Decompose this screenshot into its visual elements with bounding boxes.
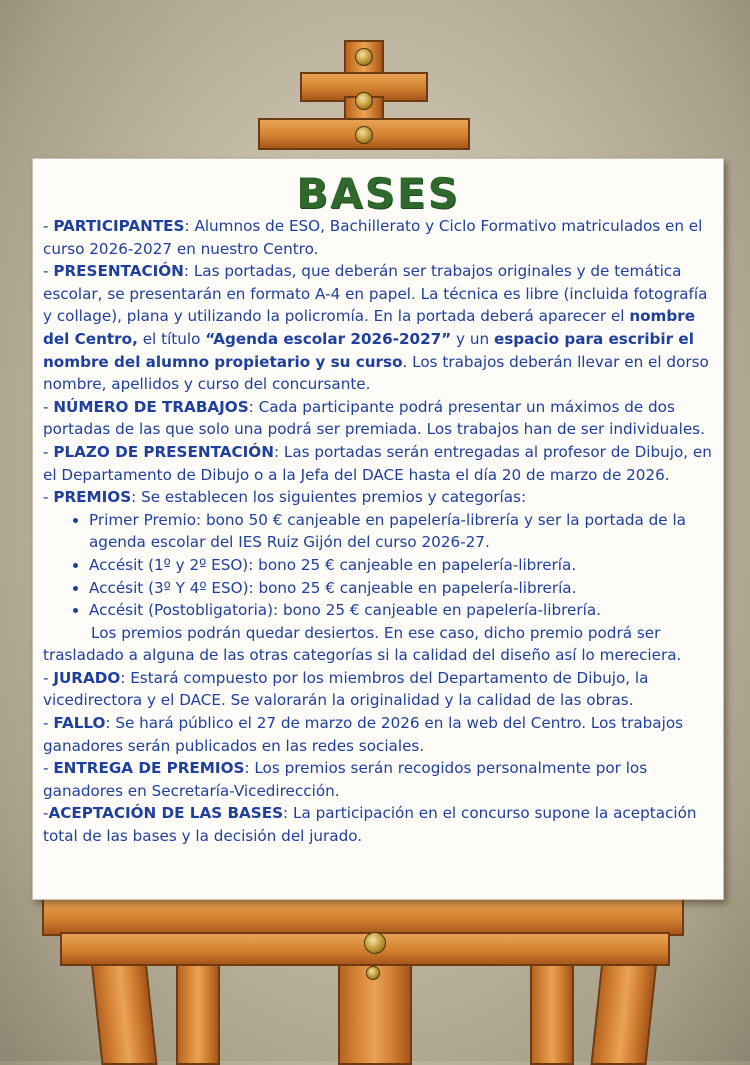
screw-icon — [355, 48, 373, 66]
page-title: BASES — [296, 169, 460, 218]
list-item: • Accésit (Postobligatoria): bono 25 € canjeable en papelería-librería. — [89, 599, 719, 622]
screw-icon — [364, 932, 386, 954]
easel-ledge — [42, 898, 684, 936]
list-item: • Primer Premio: bono 50 € canjeable en papelería-librería y ser la portada de la agenda escolar del IES Ruiz Gijón del curso 2026-27. — [89, 509, 719, 554]
prize-note: Los premios podrán quedar desiertos. En ese caso, dicho premio podrá ser trasladado a alguna de las otras categorías si la calidad del diseño así lo mereciera. — [43, 623, 682, 665]
rules-content — [43, 215, 719, 848]
section-participantes: - PARTICIPANTES: Alumnos de ESO, Bachillerato y Ciclo Formativo matriculados en el curso 2026-2027 en nuestro Centro. — [43, 217, 703, 258]
screw-icon — [366, 966, 380, 980]
easel-leg-right — [590, 960, 657, 1065]
easel-leg-inner-left — [176, 960, 220, 1065]
screw-icon — [355, 126, 373, 144]
easel-leg-left — [90, 960, 157, 1065]
easel-leg-inner-right — [530, 960, 574, 1065]
list-item: • Accésit (3º Y 4º ESO): bono 25 € canjeable en papelería-librería. — [89, 577, 719, 600]
poster-canvas — [32, 158, 724, 900]
section-aceptacion: -ACEPTACIÓN DE LAS BASES: La participación en el concurso supone la aceptación total de las bases y la decisión del jurado. — [43, 804, 697, 846]
screw-icon — [355, 92, 373, 110]
section-numero: - NÚMERO DE TRABAJOS: Cada participante podrá presentar un máximos de dos portadas de las que solo una podrá ser premiada. Los trabajos han de ser individuales. — [43, 397, 705, 439]
section-entrega: - ENTREGA DE PREMIOS: Los premios serán recogidos personalmente por los ganadores en Secretaría-Vicedirección. — [43, 759, 648, 800]
section-fallo: - FALLO: Se hará público el 27 de marzo de 2026 en la web del Centro. Los trabajos ganadores serán publicados en las redes sociales. — [43, 714, 684, 755]
prize-list — [43, 509, 719, 622]
section-premios: - PREMIOS: Se establecen los siguientes premios y categorías: — [43, 488, 527, 507]
section-presentacion: - PRESENTACIÓN: Las portadas, que deberán ser trabajos originales y de temática escolar, se presentarán en formato A-4 en papel. La técnica es libre (incluida fotografía y collage), plana y utilizando la policromía. En la portada deberá aparecer el nombre del Centro, el título “Agenda escolar 2026-2027” y un espacio para escribir el nombre del alumno propietario y su curso. Los trabajos deberán llevar en el dorso nombre, apellidos y curso del concursante. — [43, 262, 709, 394]
section-plazo: - PLAZO DE PRESENTACIÓN: Las portadas serán entregadas al profesor de Dibujo, en el Departamento de Dibujo o a la Jefa del DACE hasta el día 20 de marzo de 2026. — [43, 442, 712, 484]
list-item: • Accésit (1º y 2º ESO): bono 25 € canjeable en papelería-librería. — [89, 554, 719, 577]
section-jurado: - JURADO: Estará compuesto por los miembros del Departamento de Dibujo, la vicedirectora y el DACE. Se valorarán la originalidad y la calidad de las obras. — [43, 668, 649, 710]
